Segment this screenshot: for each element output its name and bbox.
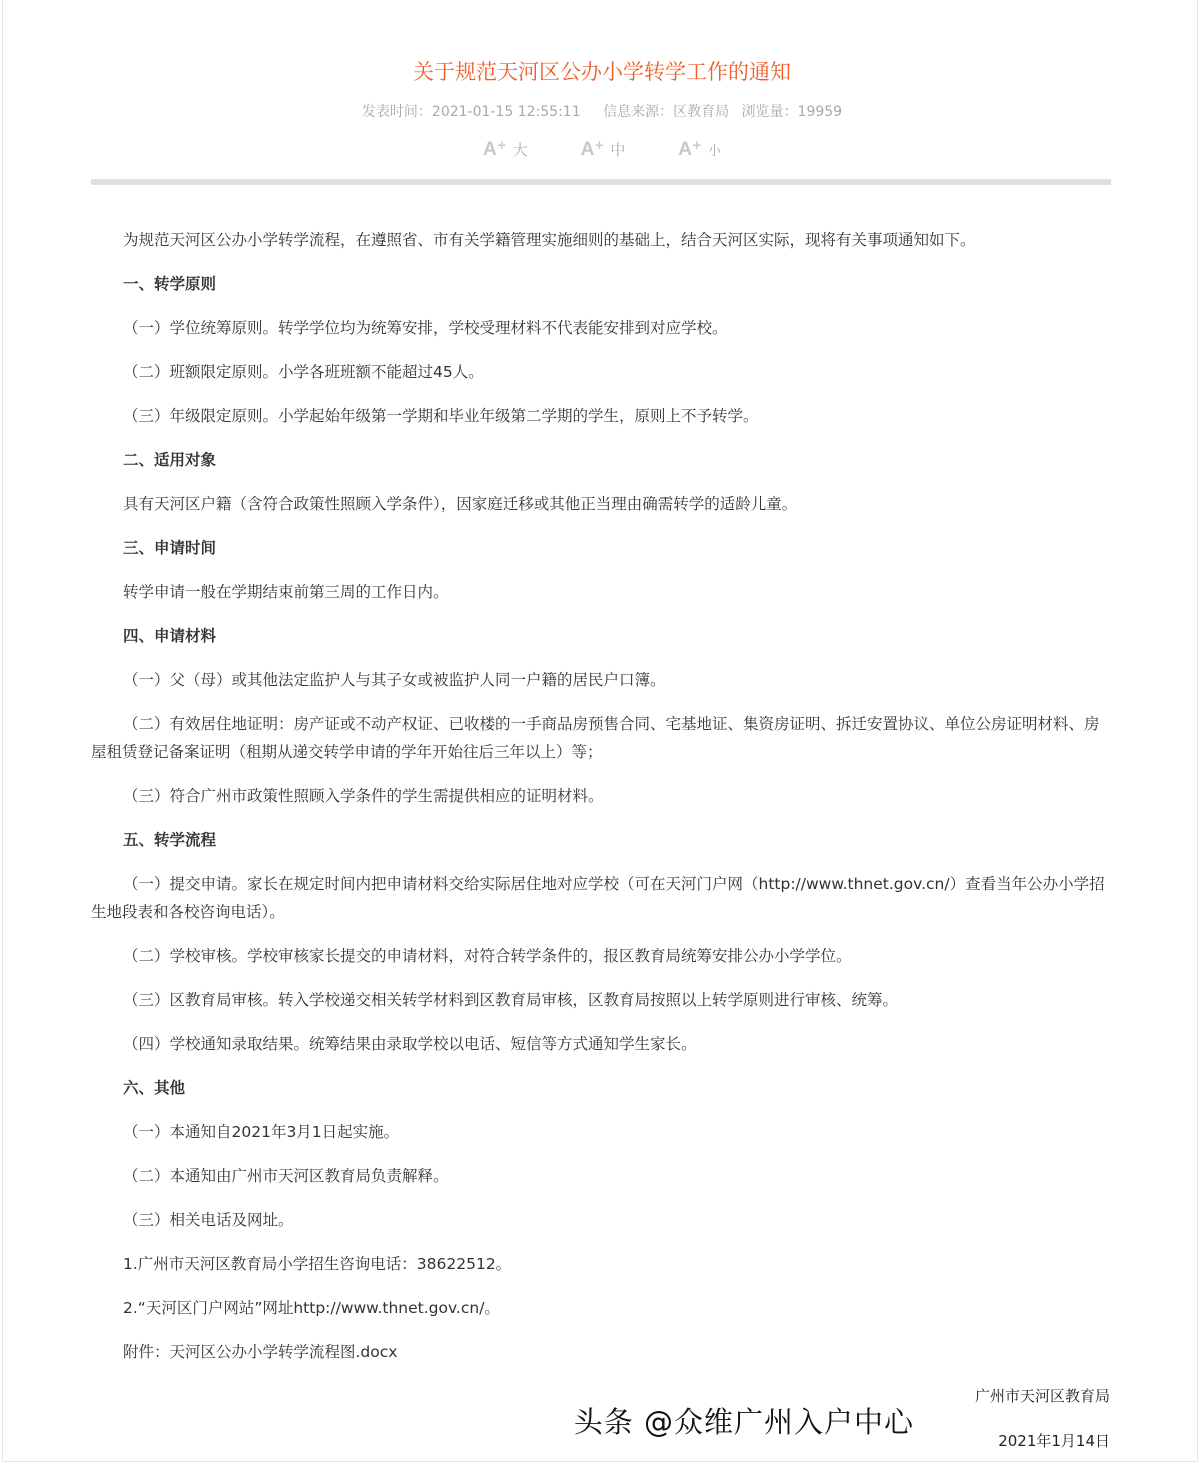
font-size-medium-button[interactable] [581, 138, 626, 161]
font-size-icon: A [483, 139, 497, 160]
signature: 广州市天河区教育局 [974, 1387, 1110, 1405]
paragraph: （一）提交申请。家长在规定时间内把申请材料交给实际居住地对应学校（可在天河门户网（http://www.thnet.gov.cn/）查看当年公办小学招生地段表和各校咨询电话）。 [91, 875, 1105, 921]
paragraph: （一）父（母）或其他法定监护人与其子女或被监护人同一户籍的居民户口簿。 [123, 671, 666, 689]
paragraph: 附件：天河区公办小学转学流程图.docx [123, 1343, 398, 1361]
font-size-label: 小 [707, 144, 721, 159]
article-title: 关于规范天河区公办小学转学工作的通知 [413, 60, 791, 84]
font-size-small-button[interactable] [678, 138, 721, 161]
section-heading: 五、转学流程 [123, 831, 217, 849]
publish-time: 发表时间：2021-01-15 12:55:11 [361, 104, 581, 120]
paragraph: （三）区教育局审核。转入学校递交相关转学材料到区教育局审核，区教育局按照以上转学原则进行审核、统筹。 [123, 991, 899, 1009]
font-size-large-button[interactable] [483, 138, 528, 161]
paragraph: （三）相关电话及网址。 [123, 1211, 294, 1229]
paragraph: 2.“天河区门户网站”网址http://www.thnet.gov.cn/。 [123, 1299, 500, 1317]
signature-date: 2021年1月14日 [998, 1432, 1110, 1450]
font-size-icon: A [580, 139, 595, 160]
paragraph: 1.广州市天河区教育局小学招生咨询电话：38622512。 [123, 1255, 512, 1273]
plus-icon: + [496, 138, 507, 152]
paragraph: （二）学校审核。学校审核家长提交的申请材料，对符合转学条件的，报区教育局统筹安排公办小学学位。 [123, 947, 852, 965]
font-size-controls [0, 138, 1204, 161]
paragraph: 为规范天河区公办小学转学流程，在遵照省、市有关学籍管理实施细则的基础上，结合天河区实际，现将有关事项通知如下。 [123, 231, 976, 249]
paragraph: （四）学校通知录取结果。统筹结果由录取学校以电话、短信等方式通知学生家长。 [123, 1035, 697, 1053]
header-divider [91, 179, 1111, 185]
watermark: 头条 @众维广州入户中心 [573, 1405, 914, 1439]
paragraph: （二）班额限定原则。小学各班班额不能超过45人。 [123, 363, 484, 381]
source: 信息来源：区教育局 [603, 104, 730, 120]
paragraph: （三）符合广州市政策性照顾入学条件的学生需提供相应的证明材料。 [123, 787, 604, 805]
view-count: 浏览量：19959 [741, 104, 843, 120]
paragraph: （二）有效居住地证明：房产证或不动产权证、已收楼的一手商品房预售合同、宅基地证、集资房证明、拆迁安置协议、单位公房证明材料、房屋租赁登记备案证明（租期从递交转学申请的学年开始往后三年以上）等； [91, 715, 1100, 761]
paragraph: （二）本通知由广州市天河区教育局负责解释。 [123, 1167, 449, 1185]
paragraph: 转学申请一般在学期结束前第三周的工作日内。 [123, 583, 449, 601]
article-meta [0, 101, 1204, 121]
section-heading: 二、适用对象 [123, 451, 217, 469]
section-heading: 三、申请时间 [123, 539, 217, 557]
paragraph: （一）学位统筹原则。转学学位均为统筹安排，学校受理材料不代表能安排到对应学校。 [123, 319, 728, 337]
font-size-icon: A [678, 139, 692, 160]
article-body [91, 226, 1111, 1382]
paragraph: （一）本通知自2021年3月1日起实施。 [123, 1123, 400, 1141]
plus-icon: + [691, 138, 702, 152]
paragraph: 具有天河区户籍（含符合政策性照顾入学条件），因家庭迁移或其他正当理由确需转学的适龄儿童。 [123, 495, 798, 513]
section-heading: 六、其他 [123, 1079, 186, 1097]
font-size-label: 大 [512, 141, 528, 159]
font-size-label: 中 [610, 141, 626, 159]
section-heading: 四、申请材料 [123, 627, 217, 645]
paragraph: （三）年级限定原则。小学起始年级第一学期和毕业年级第二学期的学生，原则上不予转学。 [123, 407, 759, 425]
section-heading: 一、转学原则 [123, 275, 217, 293]
plus-icon: + [594, 138, 605, 152]
